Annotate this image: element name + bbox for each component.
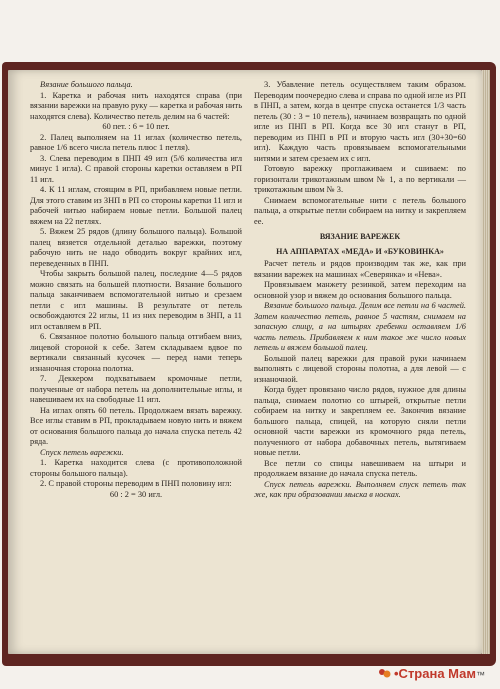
paragraph: 6. Связанное полотно большого пальца отгибаем вниз, лицевой стороной к себе. Затем складываем вдвое по вертикали связанный кусочек — перед нами теперь изнаночная сторона полотна.: [30, 332, 242, 373]
subheading-paragraph: Спуск петель варежки.: [40, 447, 124, 457]
paragraph: Большой палец варежки для правой руки начинаем выполнять с лицевой стороны полотна, а для левой — с изнаночной.: [254, 353, 466, 384]
paragraph: Все петли со спицы навешиваем на штыри и продолжаем вязание до начала спуска петель.: [254, 458, 466, 478]
paragraph: 60 пет. : 6 = 10 пет.: [102, 122, 170, 131]
paragraph: Готовую варежку проглаживаем и сшиваем: по горизонтали трикотажным швом № 1, а по вертикали — трикотажным швом № 3.: [254, 164, 466, 194]
page-edges: [482, 70, 490, 654]
book-page: [8, 70, 482, 654]
subheading-paragraph: Вязание большого пальца. Делим все петли на 6 частей. Затем количество петель, равное 5 частям, снимаем на запасную спицу, а на штырях гребенки оставляем 1/6 часть петель. Прибавляем к ним такое же число новых петель и вяжем большой палец.: [254, 301, 466, 352]
paragraph: 1. Каретка и рабочая нить находятся справа (при вязании варежки на правую руку — каретка и рабочая нить находятся слева). Количество петель делим на 6 частей:: [30, 90, 243, 121]
subheading-paragraph: Вязание большого пальца.: [40, 80, 133, 89]
watermark: [394, 666, 485, 681]
paragraph: 3. Слева переводим в ПНП 49 игл (5/6 количества игл минус 1 игла). С правой стороны каретки оставляем в РП 11 игл.: [30, 153, 242, 184]
section-heading: ВЯЗАНИЕ ВАРЕЖЕК: [319, 232, 401, 241]
paragraph: 7. Деккером подхватываем кромочные петли, полученные от набора петель на дополнительные иглы, и навешиваем их на свободные 11 игл.: [30, 374, 242, 404]
paragraph: Чтобы закрыть большой палец, последние 4—5 рядов можно связать на большей плотности. Вязание большого пальца заканчиваем вспомогательной нитью и срезаем петли с игл машины. В результате от петель освобождаются 22 иглы, 11 из них переводим в ЗНП, а 11 игл оставляем в РП.: [30, 269, 242, 331]
watermark-text: •Страна Мам: [394, 666, 477, 681]
right-column: [254, 80, 466, 501]
paragraph: 1. Каретка находится слева (с противоположной стороны большого пальца).: [30, 458, 242, 478]
paragraph: 5. Вяжем 25 рядов (длину большого пальца). Большой палец вязяется отдельной деталью варежки, поэтому рабочую нить не надо обводить вокруг крайних игл, переведенных в ПНП.: [30, 227, 242, 268]
paragraph: Снимаем вспомогательные нити с петель большого пальца, а открытые петли собираем на нитку и закрепляем ее.: [254, 195, 466, 226]
paragraph: 2. С правой стороны переводим в ПНП половину игл:: [40, 479, 232, 488]
paragraph: Провязываем манжету резинкой, затем переходим на основной узор и вяжем до основания большого пальца.: [254, 280, 466, 300]
subheading-paragraph: Спуск петель варежки. Выполняем спуск петель так же, как при образовании мыска в носках.: [254, 479, 466, 499]
left-column: [30, 80, 242, 500]
section-heading: НА АППАРАТАХ «МЕДА» И «БУКОВИНКА»: [276, 247, 444, 256]
paragraph: 4. К 11 иглам, стоящим в РП, прибавляем новые петли. Для этого ставим из ЗНП в РП со стороны каретки 11 игл и рабочей нитью набираем новые петли. Большой палец вяжем на 22 петлях.: [30, 185, 242, 226]
paragraph: Когда будет провязано число рядов, нужное для длины пальца, снимаем полотно со штырей, открытые петли собираем на нитку и закрепляем ее. Закончив вязание большого пальца, спицей, на которую сняли петли основной части варежки из кромочного ряда петель, полученного от набора добавочных петель, вытягиваем новые петли.: [254, 385, 466, 457]
strana-mam-logo-icon: [378, 667, 392, 679]
watermark-suffix: ™: [476, 670, 486, 680]
paragraph: На иглах опять 60 петель. Продолжаем вязать варежку. Все иглы ставим в РП, прокладываем новую нить и вяжем от основания большого пальца до начала спуска петель 42 ряда.: [30, 405, 242, 446]
paragraph: Расчет петель и рядов производим так же, как при вязании варежек на машинах «Северянка» и «Нева».: [254, 259, 466, 279]
paragraph: 3. Убавление петель осуществляем таким образом. Переводим поочередно слева и справа по одной игле из РП в ПНП, а затем, когда в центре спуска останется 1/3 часть петель (30 : 3 = 10 петель), начинаем возвращать по одной игле из ПНП в РП. Когда все 30 игл станут в РП, переводим из ПНП в РП и вторую часть игл (30+30=60 игл). Каждую часть провязываем вспомогательными нитями и затем срезаем их с игл.: [254, 80, 466, 163]
paragraph: 2. Палец выполняем на 11 иглах (количество петель, равное 1/6 всего числа петель плюс 1 петля).: [30, 132, 242, 152]
paragraph: 60 : 2 = 30 игл.: [109, 489, 163, 499]
